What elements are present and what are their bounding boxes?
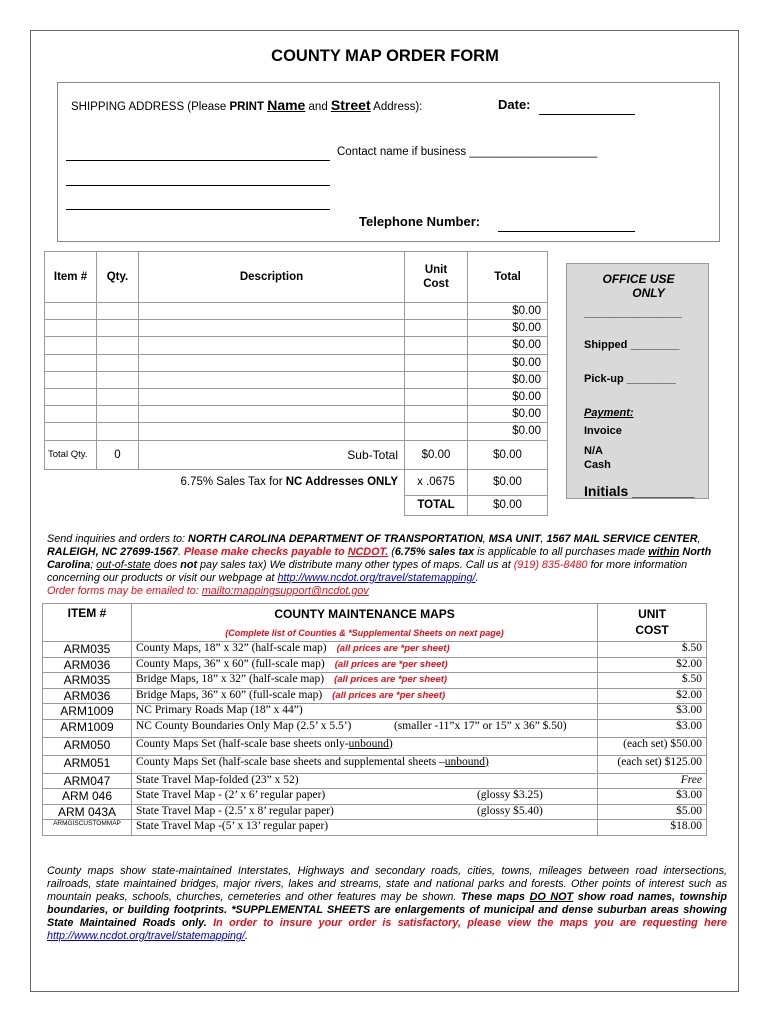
- header-description: Description: [139, 252, 405, 303]
- maps-unit-cost: $18.00: [598, 820, 707, 836]
- order-cell-total: $0.00: [468, 423, 548, 440]
- order-cell-unit[interactable]: [405, 371, 468, 388]
- maps-unit-cost: $3.00: [598, 704, 707, 720]
- office-blank: ________________: [584, 307, 682, 319]
- maps-header-unit-cost: UNIT COST: [598, 604, 707, 642]
- date-label: Date:: [498, 97, 531, 112]
- maps-row: [43, 755, 707, 773]
- total-qty-value[interactable]: 0: [97, 440, 139, 469]
- header-item: Item #: [45, 252, 97, 303]
- maps-description: Bridge Maps, 36” x 60” (full-scale map) (all prices are *per sheet): [131, 688, 597, 704]
- order-cell-description[interactable]: [139, 423, 405, 440]
- office-invoice: Invoice: [584, 425, 622, 437]
- order-cell-unit[interactable]: [405, 354, 468, 371]
- order-cell-total: $0.00: [468, 303, 548, 320]
- maps-unit-cost: $3.00: [598, 719, 707, 737]
- maps-unit-cost: $5.00: [598, 804, 707, 820]
- maps-row: [43, 657, 707, 673]
- order-row: [45, 337, 548, 354]
- order-cell-total: $0.00: [468, 354, 548, 371]
- maps-row: [43, 642, 707, 658]
- order-row: [45, 320, 548, 337]
- maps-item: ARMGISCUSTOMMAP: [43, 820, 132, 836]
- office-na-cash: N/A Cash: [584, 445, 611, 471]
- order-cell-unit[interactable]: [405, 423, 468, 440]
- maps-description: NC County Boundaries Only Map (2.5’ x 5.5’) (smaller -11”x 17” or 15” x 36” $.50): [131, 719, 597, 737]
- order-cell-unit[interactable]: [405, 388, 468, 405]
- email-link[interactable]: mailto:mappingsupport@ncdot.gov: [201, 585, 369, 597]
- order-cell-qty[interactable]: [97, 337, 139, 354]
- maps-description: NC Primary Roads Map (18” x 44”): [131, 704, 597, 720]
- order-cell-description[interactable]: [139, 337, 405, 354]
- maps-unit-cost: (each set) $50.00: [598, 737, 707, 755]
- telephone-field[interactable]: [498, 231, 635, 232]
- order-cell-total: $0.00: [468, 406, 548, 423]
- maps-description: State Travel Map - (2.5’ x 8’ regular paper) (glossy $5.40): [131, 804, 597, 820]
- office-initials: Initials ________: [584, 483, 695, 499]
- maps-description: State Travel Map -(5’ x 13’ regular paper): [131, 820, 597, 836]
- order-cell-qty[interactable]: [97, 406, 139, 423]
- shipping-address-box: [57, 82, 720, 242]
- order-cell-description[interactable]: [139, 388, 405, 405]
- order-cell-total: $0.00: [468, 371, 548, 388]
- maps-item: ARM051: [43, 755, 132, 773]
- maps-item: ARM036: [43, 688, 132, 704]
- office-use-box: [566, 263, 709, 499]
- maps-item: ARM050: [43, 737, 132, 755]
- tax-rate: x .0675: [405, 469, 468, 495]
- maps-row: [43, 773, 707, 789]
- maps-unit-cost: Free: [598, 773, 707, 789]
- order-cell-qty[interactable]: [97, 303, 139, 320]
- order-cell-description[interactable]: [139, 320, 405, 337]
- order-cell-qty[interactable]: [97, 320, 139, 337]
- order-cell-item[interactable]: [45, 337, 97, 354]
- alt-price-note: (glossy $3.25): [476, 789, 543, 801]
- maps-description: Bridge Maps, 18” x 32” (half-scale map) (all prices are *per sheet): [131, 673, 597, 689]
- maps-description: State Travel Map-folded (23” x 52): [131, 773, 597, 789]
- maps-table: [42, 603, 707, 836]
- maps-description: State Travel Map - (2’ x 6’ regular paper) (glossy $3.25): [131, 789, 597, 805]
- maps-unit-cost: $.50: [598, 642, 707, 658]
- order-cell-qty[interactable]: [97, 423, 139, 440]
- office-payment: Payment:: [584, 407, 634, 419]
- maps-description: County Maps Set (half-scale base sheets and supplemental sheets –unbound): [131, 755, 597, 773]
- maps-row: [43, 688, 707, 704]
- order-cell-qty[interactable]: [97, 388, 139, 405]
- order-cell-unit[interactable]: [405, 320, 468, 337]
- total-qty-label: Total Qty.: [45, 440, 97, 469]
- order-cell-description[interactable]: [139, 406, 405, 423]
- maps-item: ARM 043A: [43, 804, 132, 820]
- address-line-1[interactable]: [66, 160, 330, 161]
- maps-unit-cost: $2.00: [598, 657, 707, 673]
- maps-row: [43, 737, 707, 755]
- order-row: [45, 423, 548, 440]
- price-note: (all prices are *per sheet): [332, 689, 446, 701]
- order-cell-item[interactable]: [45, 423, 97, 440]
- maps-row: [43, 704, 707, 720]
- order-row: [45, 354, 548, 371]
- order-cell-item[interactable]: [45, 406, 97, 423]
- office-pickup: Pick-up ________: [584, 373, 676, 385]
- subtotal-unit: $0.00: [405, 440, 468, 469]
- maps-row: [43, 789, 707, 805]
- alt-price-note: (glossy $5.40): [476, 804, 543, 817]
- order-row: [45, 303, 548, 320]
- address-line-3[interactable]: [66, 209, 330, 210]
- order-row: [45, 388, 548, 405]
- order-cell-unit[interactable]: [405, 337, 468, 354]
- order-cell-item[interactable]: [45, 388, 97, 405]
- telephone-label: Telephone Number:: [359, 214, 481, 229]
- shipping-address-label: SHIPPING ADDRESS (Please PRINT Name and Street Address):: [71, 97, 423, 113]
- header-unit-cost: Unit Cost: [405, 252, 468, 303]
- maps-description: County Maps, 18” x 32” (half-scale map) (all prices are *per sheet): [131, 642, 597, 658]
- maps-item: ARM1009: [43, 704, 132, 720]
- header-qty: Qty.: [97, 252, 139, 303]
- order-cell-total: $0.00: [468, 388, 548, 405]
- page-title: COUNTY MAP ORDER FORM: [271, 47, 499, 65]
- order-cell-description[interactable]: [139, 354, 405, 371]
- order-cell-unit[interactable]: [405, 303, 468, 320]
- maps-row: [43, 820, 707, 836]
- subtotal-label: Sub-Total: [139, 440, 405, 469]
- maps-row: [43, 719, 707, 737]
- order-cell-total: $0.00: [468, 320, 548, 337]
- grand-total: $0.00: [468, 495, 548, 515]
- maps-item: ARM1009: [43, 719, 132, 737]
- price-note: (all prices are *per sheet): [334, 674, 448, 685]
- contact-name-label: Contact name if business ____________________: [337, 146, 598, 158]
- date-field[interactable]: [539, 114, 635, 115]
- maps-description: County Maps, 36” x 60” (full-scale map) (all prices are *per sheet): [131, 657, 597, 673]
- alt-price-note: (smaller -11”x 17” or 15” x 36” $.50): [393, 719, 567, 732]
- subtotal-total: $0.00: [468, 440, 548, 469]
- maps-item: ARM047: [43, 773, 132, 789]
- order-cell-item[interactable]: [45, 303, 97, 320]
- office-use-title: OFFICE USE ONLY: [602, 272, 675, 300]
- maps-item: ARM 046: [43, 789, 132, 805]
- maps-header-desc: COUNTY MAINTENANCE MAPS (Complete list of Counties & *Supplemental Sheets on next page): [131, 604, 597, 642]
- order-row: [45, 371, 548, 388]
- address-line-2[interactable]: [66, 185, 330, 186]
- order-cell-total: $0.00: [468, 337, 548, 354]
- maps-row: [43, 804, 707, 820]
- order-cell-description[interactable]: [139, 303, 405, 320]
- maps-unit-cost: $3.00: [598, 789, 707, 805]
- inquiries-paragraph: Send inquiries and orders to: NORTH CAROLINA DEPARTMENT OF TRANSPORTATION, MSA UNIT, 1567 MAIL SERVICE CENTER, RALEIGH, NC 27699-1567. Please make checks payable to NCDOT. (6.75% sales tax is applicable to all purchases made within North Carolina; out-of-state does not pay sales tax) We distribute many other types of maps. Call us at (919) 835-8480 for more information concerning our products or visit our webpage at http://www.ncdot.org/travel/statemapping/. Order forms may be emailed to: mailto:mappingsupport@ncdot.gov: [47, 533, 712, 597]
- header-total: Total: [468, 252, 548, 303]
- order-cell-qty[interactable]: [97, 354, 139, 371]
- tax-label: 6.75% Sales Tax for NC Addresses ONLY: [180, 476, 398, 489]
- footer-statemapping-link[interactable]: http://www.ncdot.org/travel/statemapping/: [47, 930, 246, 942]
- tax-total: $0.00: [468, 469, 548, 495]
- price-note: (all prices are *per sheet): [334, 658, 448, 670]
- statemapping-link[interactable]: http://www.ncdot.org/travel/statemapping/: [277, 572, 476, 584]
- order-cell-unit[interactable]: [405, 406, 468, 423]
- total-label: TOTAL: [405, 495, 468, 515]
- order-cell-description[interactable]: [139, 371, 405, 388]
- order-cell-item[interactable]: [45, 320, 97, 337]
- maps-header-item: ITEM #: [43, 604, 132, 642]
- maps-item: ARM035: [43, 673, 132, 689]
- maps-unit-cost: $2.00: [598, 688, 707, 704]
- order-cell-qty[interactable]: [97, 371, 139, 388]
- maps-description: County Maps Set (half-scale base sheets only-unbound): [131, 737, 597, 755]
- office-shipped: Shipped ________: [584, 339, 680, 351]
- maps-item: ARM036: [43, 657, 132, 673]
- order-cell-item[interactable]: [45, 371, 97, 388]
- maps-unit-cost: (each set) $125.00: [598, 755, 707, 773]
- footer-paragraph: County maps show state-maintained Interstates, Highways and secondary roads, cities, towns, mileages between road intersections, railroads, state maintained bridges, major rivers, lakes and streams, state and national parks and forests. Other points of interest such as mountain peaks, schools, churches, cemeteries and other features may be shown. These maps DO NOT show road names, township boundaries, or building footprints. *SUPPLEMENTAL SHEETS are enlargements of municipal and dense suburban areas showing State Maintained Roads only. In order to insure your order is satisfactory, please view the maps you are requesting here http://www.ncdot.org/travel/statemapping/.: [47, 865, 728, 942]
- maps-item: ARM035: [43, 642, 132, 658]
- price-note: (all prices are *per sheet): [336, 643, 450, 654]
- maps-unit-cost: $.50: [598, 673, 707, 689]
- maps-row: [43, 673, 707, 689]
- order-table: [44, 251, 548, 516]
- order-cell-item[interactable]: [45, 354, 97, 371]
- order-row: [45, 406, 548, 423]
